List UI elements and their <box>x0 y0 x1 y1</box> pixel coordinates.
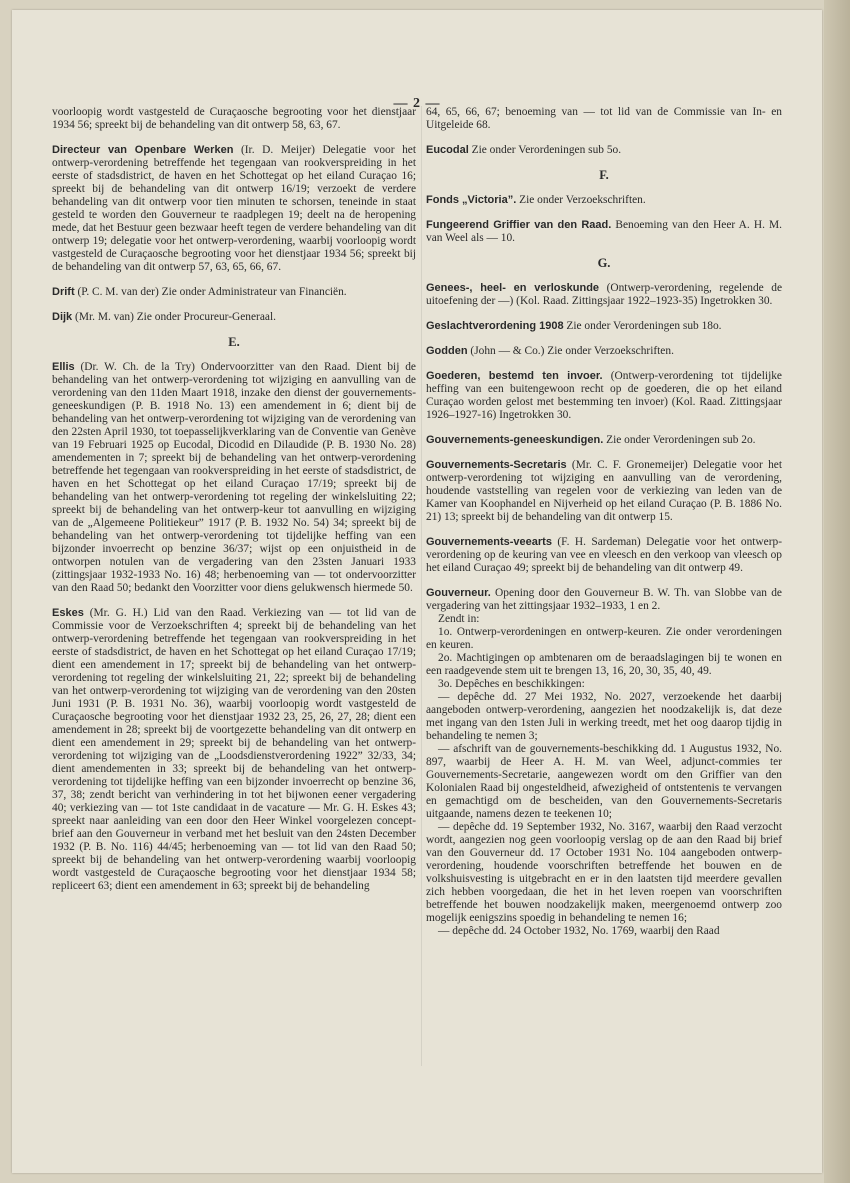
index-entry <box>426 219 782 245</box>
entry-term: Gouverneur. <box>426 587 491 599</box>
entry-text: (P. C. M. van der) Zie onder Administrateur van Financiën. <box>74 286 347 298</box>
entry-text: (Mr. M. van) Zie onder Procureur-Generaal. <box>72 311 276 323</box>
entry-term: Gouvernements-veearts <box>426 536 552 548</box>
index-entry-gouverneur <box>426 587 782 613</box>
entry-text: Zie onder Verordeningen sub 18o. <box>563 320 722 332</box>
left-intro: voorloopig wordt vastgesteld de Curaçaosche begrooting voor het dienstjaar 1934 56; spreekt bij de behandeling van dit ontwerp 58, 63, 67. <box>52 106 416 131</box>
index-entry <box>426 345 782 358</box>
entry-term: Ellis <box>52 361 75 373</box>
gouverneur-line: Zendt in: <box>438 613 480 625</box>
page-number: — 2 — <box>393 96 441 111</box>
entry-text: Zie onder Verordeningen sub 5o. <box>468 144 622 156</box>
section-letter-f: F. <box>599 168 609 182</box>
column-divider <box>421 106 422 1066</box>
entry-text: Zie onder Verzoekschriften. <box>516 194 646 206</box>
gouverneur-line: — depêche dd. 24 October 1932, No. 1769, waarbij den Raad <box>438 925 720 937</box>
entry-text: (Ir. D. Meijer) Delegatie voor het ontwerp-verordening betreffende het tegengaan van rookverspreiding in het eerste of stadsdistrict, de haven en het Schottegat op het eiland Curaçao 16; spreekt bij de behandeling van dit ontwerp 16/19; verzoekt de verdere behandeling van dit ontwerp voor tien minuten te schorsen, teneinde in staat gesteld te worden den Gouverneur te raadplegen 19; deelt na de heropening mede, dat het Bestuur geen bezwaar heeft tegen de verdere behandeling van dit ontwerp 19; delegatie voor het ontwerp-verordening, waarbij voorloopig wordt vastgesteld de Curaçaosche begrooting voor het dienstjaar 1934 56; spreekt bij de behandeling van dit ontwerp 57, 63, 65, 66, 67. <box>52 144 416 273</box>
gouverneur-line: — depêche dd. 19 September 1932, No. 3167, waarbij den Raad verzocht wordt, aangezien nog geen voorloopig verslag op de aan den Raad bij brief van den Gouverneur dd. 17 October 1931 No. 104 aangeboden ontwerp-verordening, houdende voorschriften betreffende het bouwen en de volkshuisvesting is uitgebracht en er in den laatsten tijd meerdere gevallen zich hebben voorgedaan, die het in het leven roepen van voorschriften betreffende het bouwen noodzakelijk maken, meergenoemd ontwerp zoo mogelijk eenigszins spoedig in behandeling te nemen 16; <box>426 821 782 924</box>
index-entry <box>426 144 782 157</box>
entry-text: (F. H. Sardeman) Delegatie voor het ontwerp-verordening op de keuring van vee en vleesch en den verkoop van vleesch op het eiland Curaçao 49; spreekt bij de behandeling van dit ontwerp 49. <box>426 536 782 574</box>
index-entry <box>52 607 416 893</box>
right-intro: 64, 65, 66, 67; benoeming van — tot lid van de Commissie van In- en Uitgeleide 68. <box>426 106 782 131</box>
entry-text: (Mr. C. F. Gronemeijer) Delegatie voor het ontwerp-verordening tot wijziging en aanvulling van de verordening, houdende vaststelling van regelen voor de verkiezing van leden van de Kamer van Koophandel en Nijverheid op het eiland Curaçao (P. B. 1886 No. 21) 13; spreekt bij de behandeling van dit ontwerp 15. <box>426 459 782 523</box>
index-entry <box>52 311 416 324</box>
entry-term: Eucodal <box>426 144 469 156</box>
entry-term: Dijk <box>52 311 73 323</box>
entry-text: Zie onder Verordeningen sub 2o. <box>603 434 756 446</box>
entry-text: Benoeming van den Heer A. H. M. van Weel als — 10. <box>426 219 782 244</box>
gouverneur-line: 1o. Ontwerp-verordeningen en ontwerp-keuren. Zie onder verordeningen en keuren. <box>426 626 782 651</box>
entry-term: Directeur van Openbare Werken <box>52 144 234 156</box>
entry-term: Fungeerend Griffier van den Raad. <box>426 219 612 231</box>
index-entry <box>426 370 782 422</box>
index-entry <box>52 361 416 595</box>
entry-term: Fonds „Victoria”. <box>426 194 517 206</box>
entry-term: Genees-, heel- en verloskunde <box>426 282 600 294</box>
index-entry <box>426 282 782 308</box>
page-edge <box>824 0 850 1183</box>
index-entry <box>426 536 782 575</box>
gouverneur-line: — afschrift van de gouvernements-beschikking dd. 1 Augustus 1932, No. 897, waarbij de Heer A. H. M. van Weel, adjunct-commies ter Gouvernements-Secretarie, aangewezen wordt om den Griffier van den Kolonialen Raad bij ongesteldheid, afwezigheid of ontstentenis te vervangen en gemachtigd om de bescheiden, van den Gouvernements-Secretaris uitgaande, namens dezen te teekenen 10; <box>426 743 782 820</box>
gouverneur-line: 2o. Machtigingen op ambtenaren om de beraadslagingen bij te wonen en een raadgevende stem uit te brengen 13, 16, 20, 30, 35, 40, 49. <box>426 652 782 677</box>
index-entry <box>426 459 782 524</box>
entry-term: Gouvernements-geneeskundigen. <box>426 434 604 446</box>
gouverneur-line: 3o. Depêches en beschikkingen: <box>438 678 585 690</box>
entry-term: Eskes <box>52 607 84 619</box>
entry-text: (Dr. W. Ch. de la Try) Ondervoorzitter van den Raad. Dient bij de behandeling van het ontwerp-verordening tot wijziging en aanvulling van de verordening van den 11den Maart 1918, inzake den dienst der gouvernements-geneeskundigen (P. B. 1918 No. 13) een amendement in 6; dient bij de behandeling van het ontwerp-verordening tot wijziging van de verordening van den 22sten April 1930, tot toepasselijkverklaring van de Conventie van Genève van 19 Februari 1925 op Eucodal, Dicodid en Dilaudide (P. B. 1930 No. 28) amendementen in 7; spreekt bij de behandeling van het ontwerp-verordening betreffende het tegengaan van rookverspreiding in het eerste of stadsdistrict, de haven en het Schottegat op het eiland Curaçao 17/19; spreekt bij de behandeling van het ontwerp-verordening tot regeling der winkelsluiting 22; spreekt bij de behandeling van het ontwerp-keur tot aanvulling en wijziging van de „Algemeene Politiekeur” 1917 (P. B. 1932 No. 54) 34; spreekt bij de behandeling van het ontwerp-verordening tot tijdelijke heffing van een bijzonder invoerrecht op benzine 36/37; wijst op een onjuistheid in de ontworpen notulen van de vergadering van den 23sten Januari 1933 (zittingsjaar 1932-1933 No. 16) 48; herbenoeming van — tot ondervoorzitter van den Raad 50; bedankt den Voorzitter voor diens gelukwensch hiermede 50. <box>52 361 416 594</box>
section-letter-g: G. <box>597 256 611 270</box>
section-letter-e: E. <box>228 335 240 349</box>
index-entry <box>52 286 416 299</box>
entry-text: Opening door den Gouverneur B. W. Th. van Slobbe van de vergadering van het zittingsjaar 1932–1933, 1 en 2. <box>426 587 782 612</box>
right-column <box>426 106 782 938</box>
entry-text: (Ontwerp-verordening tot tijdelijke heffing van een buitengewoon recht op de goederen, die op het eiland Curaçao worden gelost met bestemming ten invoer) (Kol. Raad. Zittingsjaar 1926–1927-16) Ingetrokken 30. <box>426 370 782 421</box>
entry-term: Geslachtverordening 1908 <box>426 320 564 332</box>
index-entry <box>426 194 782 207</box>
entry-text: (Mr. G. H.) Lid van den Raad. Verkiezing van — tot lid van de Commissie voor de Verzoekschriften 4; spreekt bij de behandeling van het ontwerp-verordening betreffende het tegengaan van rookverspreiding in het eerste of stadsdistrict, de haven en het Schottegat op het eiland Curaçao 17/19; dient een amendement in 17; spreekt bij de behandeling van het ontwerp-verordening tot regeling der winkelsluiting 21, 22; spreekt bij de behandeling van het ontwerp-verordening tot wijziging van de verordening van den 20sten Juni 1931 (P. B. 1931 No. 36), waarbij voorloopig wordt vastgesteld de Curaçaosche begrooting voor het dienstjaar 1932 23, 25, 26, 27, 28; dient een amendement in 28; spreekt bij de voortgezette behandeling van dit ontwerp en dient een amendement in 29; spreekt bij de behandeling van het ontwerp-verordening tot wijziging van de „Loodsdienstverordening 1922” 32/33, 34; dient amendementen in 33; spreekt bij de behandeling van het ontwerp-verordening tot tijdelijke heffing van een bijzonder invoerrecht op benzine 36, 37, 38; zendt bericht van verhindering in tot het bijwonen eener vergadering 40; verkiezing van — tot 1ste candidaat in de vacature — Mr. G. H. Eskes 43; spreekt naar aanleiding van een door den Heer Winkel voorgelezen concept-brief aan den Gouverneur in verband met het besluit van den 24sten December 1932 (P. B. No. 116) 44/45; herbenoeming van — tot lid van den Raad 50; spreekt bij de behandeling van het ontwerp-verordening waarbij voorloopig wordt vastgesteld de Curaçaosche begrooting voor het dienstjaar 1934 58; repliceert 63; dient een amendement in 63; spreekt bij de behandeling <box>52 607 416 892</box>
gouverneur-line: — depêche dd. 27 Mei 1932, No. 2027, verzoekende het daarbij aangeboden ontwerp-verordening, aangezien het noodzakelijk is, dat deze met ingang van den 1sten Juli in werking treedt, met het oog daarop tijdig in behandeling te nemen 3; <box>426 691 782 742</box>
entry-text: (Ontwerp-verordening, regelende de uitoefening der —) (Kol. Raad. Zittingsjaar 1922–1923-35) Ingetrokken 30. <box>426 282 782 307</box>
entry-term: Drift <box>52 286 75 298</box>
index-entry <box>426 434 782 447</box>
left-column <box>52 106 416 905</box>
index-entry <box>426 320 782 333</box>
entry-text: (John — & Co.) Zie onder Verzoekschriften. <box>467 345 674 357</box>
entry-term: Goederen, bestemd ten invoer. <box>426 370 603 382</box>
entry-term: Gouvernements-Secretaris <box>426 459 567 471</box>
entry-term: Godden <box>426 345 468 357</box>
index-entry <box>52 144 416 274</box>
